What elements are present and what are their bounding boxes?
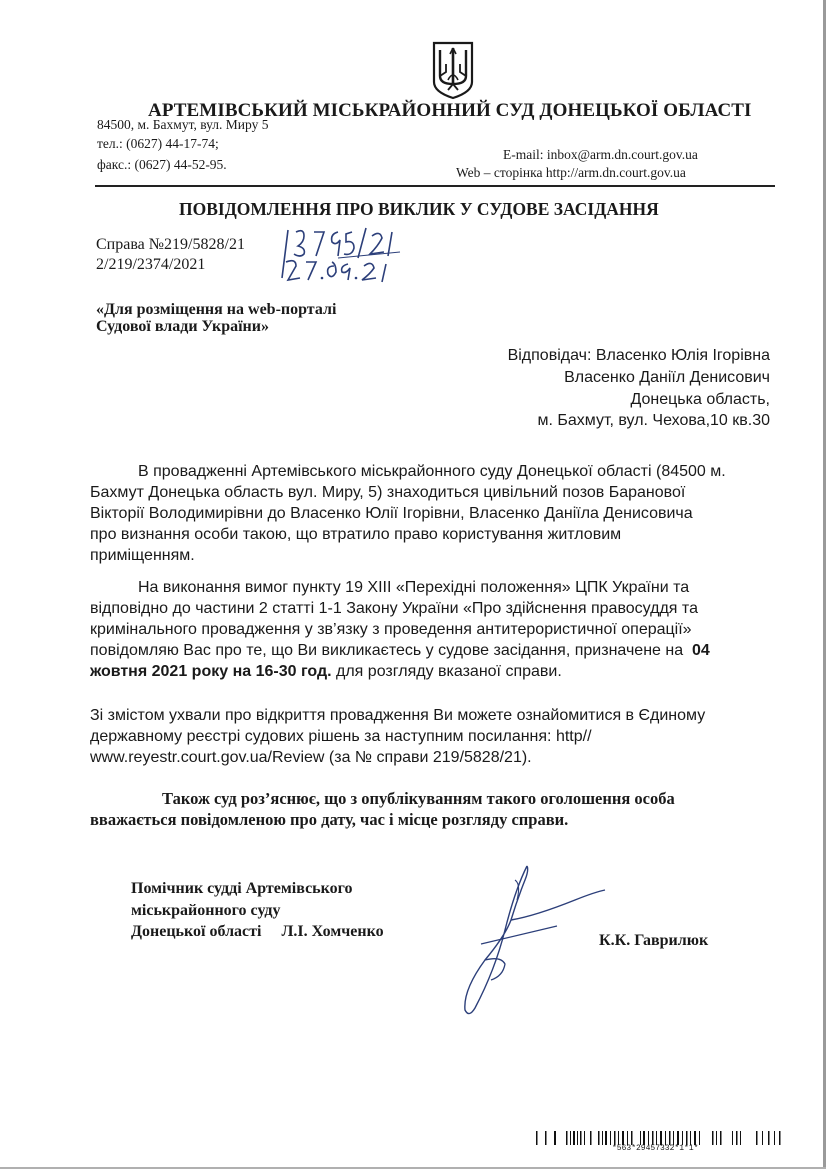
paragraph-line <box>90 640 770 661</box>
barcode-number: *563*29457332*1*1* <box>612 1144 699 1153</box>
placement-note-line2: Судової влади України» <box>96 318 269 335</box>
paragraph-line: На виконання вимог пункту 19 ХІІІ «Перехідні положення» ЦПК України та <box>138 579 690 596</box>
court-website: Web – сторінка http://arm.dn.court.gov.ua <box>456 165 686 180</box>
paragraph-text: повідомляю Вас про те, що Ви викликаєтесь у судове засідання, призначене на <box>90 642 684 659</box>
court-address: 84500, м. Бахмут, вул. Миру 5 <box>97 117 269 132</box>
header-divider <box>95 185 775 187</box>
paragraph-text: для розгляду вказаної справи. <box>331 663 562 680</box>
paragraph-line: Вікторії Володимирівни до Власенко Юлії Ігорівни, Власенко Даніїла Денисовича <box>90 505 693 522</box>
body-paragraph-3 <box>90 705 770 768</box>
paragraph-line: В провадженні Артемівського міськрайонного суду Донецької області (84500 м. <box>138 463 726 480</box>
proceeding-number: 2/219/2374/2021 <box>96 256 206 273</box>
paragraph-line: відповідно до частини 2 статті 1-1 Закону України «Про здійснення правосуддя та <box>90 600 698 617</box>
paragraph-line: вважається повідомленою про дату, час і місце розгляду справи. <box>90 810 569 829</box>
respondent-line3: Донецька область, <box>630 391 770 408</box>
signer-name: К.К. Гаврилюк <box>599 932 709 949</box>
barcode-icon <box>536 1131 782 1145</box>
paragraph-line: приміщенням. <box>90 547 195 564</box>
paragraph-line: Бахмут Донецька область вул. Миру, 5) знаходиться цивільний позов Баранової <box>90 484 686 501</box>
handwritten-registration-note <box>278 222 406 288</box>
respondent-line4: м. Бахмут, вул. Чехова,10 кв.30 <box>537 412 770 429</box>
paragraph-line: Зі змістом ухвали про відкриття провадження Ви можете ознайомитися в Єдиному <box>90 707 706 724</box>
hearing-date-time: жовтня 2021 року на 16-30 год. <box>90 663 332 680</box>
court-name: АРТЕМІВСЬКИЙ МІСЬКРАЙОННИЙ СУД ДОНЕЦЬКОЇ ОБЛАСТІ <box>148 100 752 121</box>
body-paragraph-4 <box>90 788 770 830</box>
trident-coat-of-arms-icon <box>431 40 475 100</box>
signatory-position-line1: Помічник судді Артемівського <box>131 880 353 897</box>
signatory-position-line3: Донецької області Л.І. Хомченко <box>131 923 384 940</box>
paragraph-line: державному реєстрі судових рішень за наступним посилання: http// <box>90 728 592 745</box>
handwritten-signature <box>445 860 615 1020</box>
paragraph-line: Також суд роз’яснює, що з опублікуванням такого оголошення особа <box>162 789 675 808</box>
placement-note-line1: «Для розміщення на web-порталі <box>96 301 337 318</box>
respondent-line2: Власенко Даніїл Денисович <box>564 369 770 386</box>
case-number: Справа №219/5828/21 <box>96 236 245 253</box>
court-phone: тел.: (0627) 44-17-74; <box>97 136 219 151</box>
court-email: E-mail: inbox@arm.dn.court.gov.ua <box>503 147 698 162</box>
paragraph-line: кримінального провадження у зв’язку з проведення антитерористичної операції» <box>90 621 692 638</box>
paragraph-line: про визнання особи такою, що втратило право користування житловим <box>90 526 622 543</box>
document-title: ПОВІДОМЛЕННЯ ПРО ВИКЛИК У СУДОВЕ ЗАСІДАННЯ <box>179 199 659 219</box>
paragraph-line <box>90 661 770 682</box>
signatory-position-line2: міськрайонного суду <box>131 902 281 919</box>
body-paragraph-2 <box>90 577 770 682</box>
hearing-day: 04 <box>692 642 710 659</box>
paragraph-line: www.reyestr.court.gov.ua/Review (за № справи 219/5828/21). <box>90 749 532 766</box>
body-paragraph-1 <box>90 461 770 566</box>
respondent-line1: Відповідач: Власенко Юлія Ігорівна <box>507 347 770 364</box>
court-fax: факс.: (0627) 44-52-95. <box>97 157 227 172</box>
